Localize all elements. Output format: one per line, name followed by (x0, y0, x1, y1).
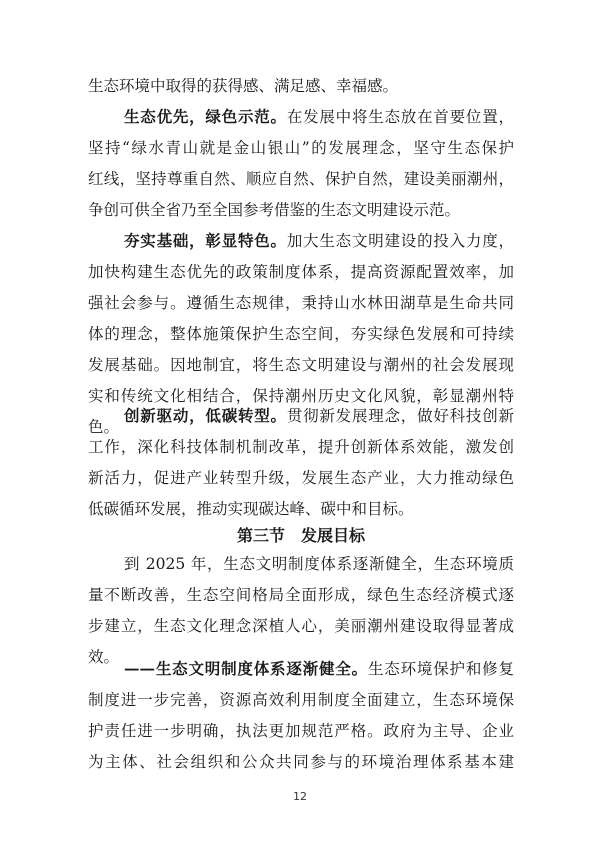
paragraph-line: 强社会参与。遵循生态规律，秉持山水林田湖草是生命共同 (88, 294, 514, 312)
paragraph-line: 创新驱动，低碳转型。贯彻新发展理念，做好科技创新 (124, 406, 514, 425)
paragraph-heading: 夯实基础，彰显特色。 (124, 231, 287, 250)
paragraph-line: 为主体、社会组织和公众共同参与的环境治理体系基本建 (88, 753, 514, 771)
paragraph-line: 工作，深化科技体制机制改革，提升创新体系效能，激发创 (88, 438, 514, 456)
paragraph-line: 夯实基础，彰显特色。加大生态文明建设的投入力度， (124, 231, 514, 250)
paragraph-line: 制度进一步完善，资源高效利用制度全面建立，生态环境保 (88, 691, 514, 709)
paragraph-line: 体的理念，整体施策保护生态空间，夯实绿色发展和可持续 (88, 325, 514, 343)
paragraph-line: 实和传统文化相结合，保持潮州历史文化风貌，彰显潮州特 (88, 387, 514, 405)
paragraph-line: 新活力，促进产业转型升级，发展生态产业，大力推动绿色 (88, 469, 514, 487)
paragraph-line: 红线，坚持尊重自然、顺应自然、保护自然，建设美丽潮州， (88, 170, 514, 188)
paragraph-heading: 创新驱动，低碳转型。 (124, 406, 287, 425)
page-number: 12 (293, 790, 307, 803)
paragraph-heading: ——生态文明制度体系逐渐健全。 (124, 659, 368, 678)
paragraph-line: 步建立，生态文化理念深植人心，美丽潮州建设取得显著成 (88, 617, 514, 635)
paragraph-line: ——生态文明制度体系逐渐健全。生态环境保护和修复 (124, 659, 514, 678)
paragraph-line: 效。 (88, 648, 120, 666)
section-title: 第三节 发展目标 (236, 526, 365, 545)
paragraph-line: 生态优先，绿色示范。在发展中将生态放在首要位置， (124, 107, 514, 126)
paragraph-line: 争创可供全省乃至全国参考借鉴的生态文明建设示范。 (88, 201, 461, 219)
paragraph-heading: 生态优先，绿色示范。 (124, 107, 287, 126)
paragraph-line: 低碳循环发展，推动实现碳达峰、碳中和目标。 (88, 500, 414, 518)
paragraph-line: 加快构建生态优先的政策制度体系，提高资源配置效率，加 (88, 263, 514, 281)
paragraph-line: 生态环境中取得的获得感、满足感、幸福感。 (88, 77, 399, 95)
paragraph-line: 到 2025 年，生态文明制度体系逐渐健全，生态环境质 (124, 555, 514, 573)
paragraph-line: 坚持“绿水青山就是金山银山”的发展理念，坚守生态保护 (88, 139, 514, 157)
paragraph-line: 量不断改善，生态空间格局全面形成，绿色生态经济模式逐 (88, 586, 514, 604)
paragraph-line: 发展基础。因地制宜，将生态文明建设与潮州的社会发展现 (88, 356, 514, 374)
paragraph-line: 护责任进一步明确，执法更加规范严格。政府为主导、企业 (88, 722, 514, 740)
paragraph-line: 色。 (88, 418, 120, 436)
